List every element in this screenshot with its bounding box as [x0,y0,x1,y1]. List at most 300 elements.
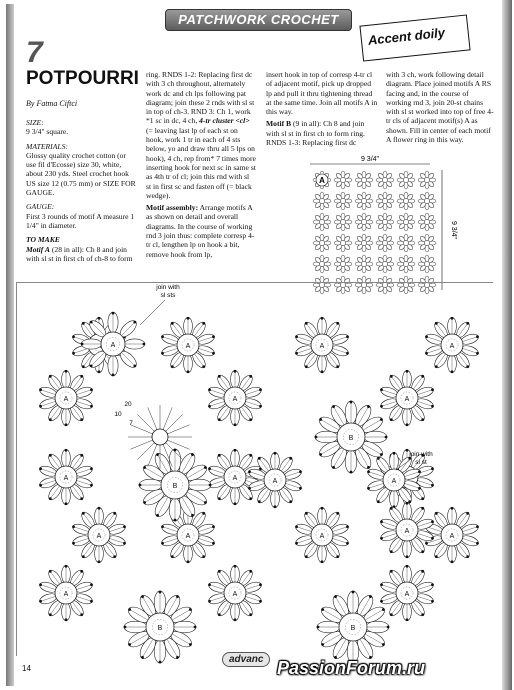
motif-label: A [391,478,397,485]
cluster-tip [274,505,277,508]
cluster-tip [82,512,85,515]
cluster-tip [305,555,308,558]
cluster-tip [421,375,424,378]
cluster-tip [390,570,393,573]
detail-star-center [152,429,168,445]
cluster-tip [258,457,261,460]
cluster-tip [321,560,324,563]
cluster-tip [380,600,383,603]
to-make-heading: TO MAKE [26,235,60,245]
cluster-tip [208,467,211,470]
cluster-tip [406,555,409,558]
cluster-tip [259,583,262,586]
cluster-tip [218,375,221,378]
cluster-tip [39,583,42,586]
motif-label: A [272,478,278,485]
cluster-tip [249,454,252,457]
cluster-tip [234,370,237,373]
motif-label: A [63,396,69,403]
cluster-tip [123,525,126,528]
cluster-tip [90,388,93,391]
cluster-tip [218,613,221,616]
cluster-tip [332,405,335,408]
cluster-tip [431,520,434,523]
cluster-tip [113,512,116,515]
cluster-tip [380,537,383,540]
cluster-tip [435,322,438,325]
cluster-tip [336,365,339,368]
cluster-tip [176,656,179,659]
cluster-tip [49,375,52,378]
cluster-tip [377,457,380,460]
section-tag-text: Accent doily [367,24,446,48]
cluster-tip [202,322,205,325]
cluster-tip [421,507,424,510]
cluster-tip [212,352,215,355]
cluster-tip [466,365,469,368]
motif-label: A [232,591,238,598]
cluster-tip [421,613,424,616]
motif-label: A [185,533,191,540]
cluster-tip [380,453,383,456]
motif-a [38,565,93,621]
cluster-tip [171,555,174,558]
cluster-tip [390,613,393,616]
join-note-b-line-1: join with [409,451,433,458]
chain-count-7: 7 [129,420,133,427]
motif-label: B [172,483,178,490]
height-dimension-label: 9 3/4" [450,220,457,240]
cluster-tip [431,484,434,487]
cluster-tip [90,583,93,586]
cluster-tip [425,352,428,355]
cluster-tip [124,626,127,629]
cluster-tip [466,322,469,325]
cluster-tip [367,405,370,408]
cluster-tip [259,388,262,391]
cluster-tip [321,507,324,510]
motif-a [294,507,349,563]
cluster-tip [208,405,211,408]
cluster-tip [141,656,144,659]
cluster-tip [112,374,115,377]
motif-b [139,449,212,522]
cluster-tip [218,454,221,457]
cluster-tip [380,583,383,586]
cluster-tip [406,565,409,568]
cluster-tip [161,352,164,355]
cluster-tip [431,388,434,391]
cluster-tip [289,457,292,460]
cluster-tip [80,497,83,500]
motif-b-label: Motif B [266,119,292,129]
cluster-tip [367,487,370,490]
materials-heading: MATERIALS: [26,141,68,151]
motif-label: A [449,343,455,350]
size-text: 9 3/4" square. [26,127,69,137]
cluster-tip [90,405,93,408]
cluster-tip [305,322,308,325]
cluster-tip [234,502,237,505]
cluster-tip [305,512,308,515]
cluster-tip [249,570,252,573]
cluster-tip [82,365,85,368]
motif-a [71,507,126,563]
cluster-tip [82,555,85,558]
cluster-tip [249,497,252,500]
cluster-tip [350,471,353,474]
motif-label: B [157,625,163,632]
page-number: 14 [22,664,31,673]
cluster-tip [406,423,409,426]
cluster-tip [234,449,237,452]
cluster-tip [295,352,298,355]
cluster-tip [191,453,194,456]
cluster-tip [202,555,205,558]
cluster-tip [387,626,390,629]
pattern-byline: By Fatma Ciftci [26,99,78,108]
cluster-tip [218,418,221,421]
cluster-tip [305,365,308,368]
cluster-tip [350,401,353,404]
cluster-tip [425,335,428,338]
cluster-tip [171,322,174,325]
cluster-tip [65,618,68,621]
cluster-tip [319,418,322,421]
motif-a [38,449,93,505]
cluster-tip [80,375,83,378]
cluster-tip [90,484,93,487]
motif-label: A [404,528,410,535]
magazine-logo: advanc [222,652,270,667]
cluster-tip [80,613,83,616]
motif-label: A [110,342,116,349]
motif-label: A [232,396,238,403]
cluster-tip [367,470,370,473]
cluster-tip [336,322,339,325]
banner-text: PATCHWORK CROCHET [178,12,339,27]
cluster-tip [161,525,164,528]
gauge-text: First 3 rounds of motif A measure 1 1/4" in diameter. [26,211,135,230]
cluster-tip [431,467,434,470]
overview-corner-label: A [319,176,325,185]
cluster-tip [80,418,83,421]
cluster-tip [156,514,159,517]
cluster-tip [80,570,83,573]
chain-count-10: 10 [114,411,122,418]
cluster-tip [218,497,221,500]
cluster-tip [451,560,454,563]
cluster-tip [431,405,434,408]
cluster-tip [336,555,339,558]
cluster-tip [346,542,349,545]
cluster-tip [212,525,215,528]
cluster-tip [476,525,479,528]
cluster-tip [380,520,383,523]
cluster-tip [234,423,237,426]
motif-label: A [96,533,102,540]
cluster-tip [393,452,396,455]
motif-a [424,507,479,563]
cluster-tip [315,436,318,439]
cluster-tip [369,595,372,598]
cluster-tip [49,418,52,421]
cluster-tip [234,565,237,568]
join-note-line-1: join with [156,284,180,291]
cluster-tip [39,600,42,603]
chain-count-20: 20 [124,401,132,408]
cluster-tip [49,613,52,616]
cluster-tip [49,454,52,457]
cluster-tip [466,555,469,558]
cluster-tip [418,487,421,490]
cluster-tip [317,626,320,629]
cluster-tip [451,317,454,320]
cluster-tip [65,502,68,505]
motif-label: A [63,591,69,598]
cluster-tip [159,661,162,664]
cluster-tip [156,453,159,456]
cluster-tip [274,452,277,455]
motif-a [207,370,262,426]
motif-b [124,591,197,664]
cluster-tip [98,317,101,320]
cluster-tip [431,600,434,603]
cluster-tip [194,626,197,629]
cluster-tip [202,365,205,368]
cluster-tip [334,595,337,598]
cluster-tip [187,317,190,320]
join-paragraph: insert hook in top of corresp 4-tr cl of adjacent motif, pick up dropped lp and pull it thru tightening thread at the same time. Join all motifs A in this way. [266,70,378,117]
cluster-tip [171,365,174,368]
cluster-tip [451,507,454,510]
cluster-tip [295,542,298,545]
cluster-tip [421,497,424,500]
motif-label: B [348,435,354,442]
cluster-term: 4-tr cluster <cl> [199,116,250,126]
motif-a [160,317,215,373]
cluster-tip [202,512,205,515]
cluster-tip [451,370,454,373]
cluster-tip [431,583,434,586]
cluster-tip [212,542,215,545]
cluster-tip [406,618,409,621]
cluster-tip [380,418,383,421]
cluster-tip [332,466,335,469]
cluster-tip [133,321,136,324]
cluster-tip [39,388,42,391]
cluster-tip [209,484,212,487]
cluster-tip [249,375,252,378]
cluster-tip [421,550,424,553]
gauge-heading: GAUGE: [26,202,55,212]
cluster-tip [346,335,349,338]
motif-a [38,370,93,426]
join-note-leader [140,300,165,325]
cluster-tip [406,370,409,373]
motif-a [294,317,349,373]
motif-a-text: (28 in all): Ch 8 and join with sl st in first ch of ch-8 to form [26,244,133,263]
cluster-tip [49,497,52,500]
cluster-tip [189,643,192,646]
motif-a [424,317,479,373]
cluster-tip [72,525,75,528]
cluster-tip [82,322,85,325]
cluster-tip [39,467,42,470]
cluster-tip [352,591,355,594]
cluster-tip [406,502,409,505]
cluster-tip [128,643,131,646]
pattern-number: 7 [26,36,43,69]
cluster-tip [98,560,101,563]
cluster-tip [208,388,211,391]
cluster-tip [161,542,164,545]
cluster-tip [218,570,221,573]
cluster-tip [204,466,207,469]
cluster-tip [385,436,388,439]
cluster-tip [72,352,75,355]
cluster-tip [367,466,370,469]
cluster-tip [418,470,421,473]
cluster-tip [406,449,409,452]
motif-b [317,591,390,664]
motif-label: A [232,475,238,482]
motif-b-text: (9 in all): Ch 8 and join with sl st in first ch to form ring. RNDS 1-3: Replacing first dc [266,119,365,148]
cluster-tip [431,537,434,540]
cluster-tip [208,583,211,586]
cluster-tip [189,608,192,611]
cluster-tip [65,449,68,452]
cluster-tip [382,608,385,611]
cluster-tip [248,487,251,490]
cluster-tip [176,595,179,598]
cluster-tip [49,570,52,573]
cluster-tip [191,514,194,517]
cluster-tip [90,321,93,324]
cluster-tip [319,453,322,456]
cluster-tip [421,418,424,421]
cluster-tip [295,335,298,338]
cluster-tip [112,312,115,315]
detail-star-motif [128,405,192,469]
forum-watermark: PassionForum.ru [277,658,426,678]
motif-b [315,401,388,474]
motif-label: B [350,625,356,632]
cluster-tip [377,500,380,503]
cluster-tip [98,507,101,510]
cluster-tip [382,643,385,646]
assembly-label: Motif assembly: [146,203,199,213]
cluster-tip [212,335,215,338]
cluster-tip [295,525,298,528]
cluster-tip [141,595,144,598]
join-note-line-2: sl sts [160,292,176,299]
cluster-tip [390,418,393,421]
cluster-tip [143,343,146,346]
cluster-tip [321,317,324,320]
cluster-tip [187,560,190,563]
cluster-tip [90,600,93,603]
cluster-tip [321,608,324,611]
width-dimension-label: 9 3/4" [360,156,380,163]
cluster-tip [65,370,68,373]
cluster-tip [435,365,438,368]
cluster-tip [249,418,252,421]
cluster-text: (= leaving last lp of each st on hook, work 1 tr in each of 4 sts below, yo and draw thru all 5 lps on hook), 4 ch, rep from* 7 times more inserting hook for next sc in same st as 4th tr of cl; join this rnd with sl st in first sc and fasten off (= black wedge). [146,125,256,200]
motif-a [379,370,434,426]
pattern-title: POTPOURRI [26,68,139,89]
cluster-tip [204,501,207,504]
cluster-tip [336,512,339,515]
materials-text: Glossy quality crochet cotton (or use fil d'Ecosse) size 30, white, about 230 yds. Steel crochet hook US size 12 (0.75 mm) or SIZE FOR GAUGE. [26,150,136,198]
cluster-tip [346,525,349,528]
cluster-tip [113,555,116,558]
cluster-tip [259,405,262,408]
cluster-tip [321,370,324,373]
cluster-tip [123,542,126,545]
cluster-tip [234,618,237,621]
cluster-tip [466,512,469,515]
cluster-tip [39,405,42,408]
cluster-tip [259,600,262,603]
cluster-tip [299,470,302,473]
cluster-tip [143,466,146,469]
cluster-tip [421,570,424,573]
motif-a-label: Motif A [26,244,50,254]
cluster-tip [139,484,142,487]
cluster-tip [476,352,479,355]
cluster-tip [187,370,190,373]
cluster-tip [80,454,83,457]
motif-label: A [185,343,191,350]
cluster-tip [249,613,252,616]
cluster-tip [133,364,136,367]
assembly-text: Arrange motifs A as shown on detail and overall diagrams. In the course of working rnd 3 join thus: complete corresp 4-tr cl, lengthen lp on hook a bit, remove hook from lp, [146,203,255,259]
cluster-tip [72,542,75,545]
cluster-tip [248,470,251,473]
motif-label: A [319,533,325,540]
assembly-continued: with 3 ch, work following detail diagram. Place joined motifs A RS facing and, in the course of working rnd 3, join 20-st chains with sl st worked into top of free 4-tr cls of adjacent motif(s) A as shown. Fill in center of each motif A flower ring in this way. [386,70,494,145]
cluster-tip [435,512,438,515]
cluster-tip [425,542,428,545]
motif-a [81,312,146,377]
cluster-tip [258,500,261,503]
cluster-tip [346,352,349,355]
motif-a [207,565,262,621]
motif-a [379,565,434,621]
motif-label: A [63,475,69,482]
join-note-b-line-2: sl st [415,459,427,466]
cluster-tip [321,643,324,646]
motif-label: A [404,396,410,403]
cluster-tip [159,591,162,594]
cluster-tip [408,500,411,503]
cluster-tip [380,388,383,391]
cluster-tip [81,343,84,346]
cluster-tip [435,555,438,558]
cluster-tip [289,500,292,503]
rounds-text: ring. RNDS 1-2: Replacing first dc with 3 ch throughout, alternately work dc and ch lps following pat diagram; join these 2 rnds with sl st in top of ch-3. RND 3: Ch 1, work *1 sc in dc, 4 ch, [146,70,255,126]
cluster-tip [208,600,211,603]
cluster-tip [90,364,93,367]
cluster-tip [72,335,75,338]
cluster-tip [90,467,93,470]
motif-a [379,502,434,558]
cluster-tip [390,507,393,510]
cluster-tip [39,484,42,487]
cluster-tip [174,519,177,522]
cluster-tip [390,550,393,553]
